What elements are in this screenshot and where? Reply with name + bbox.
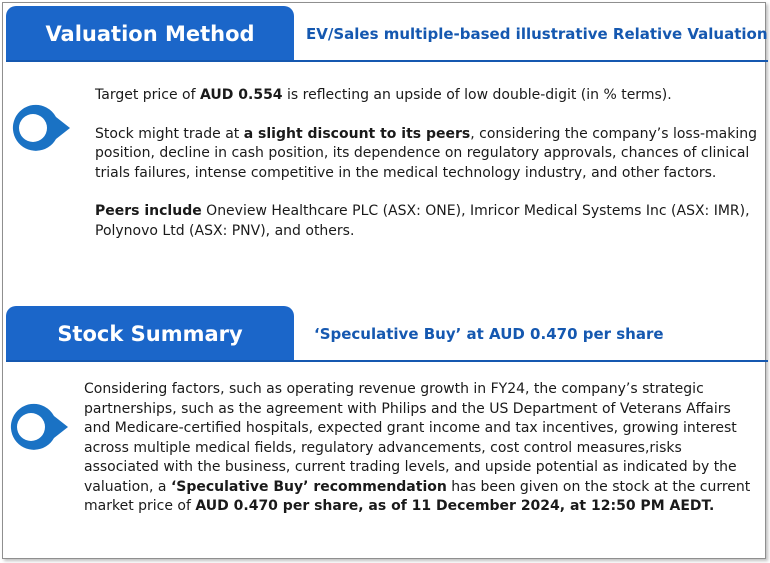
target-price: AUD 0.554 [200,87,283,103]
valuation-para-discount [95,125,763,184]
valuation-para-peers [95,202,763,241]
valuation-body [95,86,763,241]
summary-header-rule [6,360,768,362]
valuation-subtitle: EV/Sales multiple-based illustrative Relative Valuation [306,25,768,43]
discount-phrase: a slight discount to its peers [243,125,471,142]
valuation-para-target [95,86,763,106]
text-segment: has been given on the stock at the current market price of [84,478,751,514]
bullet-circle-icon [6,402,72,456]
summary-paragraph [84,380,760,517]
valuation-header-rule [6,60,768,62]
bullet-circle-icon [8,103,74,157]
text-segment: Oneview Healthcare PLC (ASX: ONE), Imricor Medical Systems Inc (ASX: IMR), Polynovo Ltd (ASX: PNV), and others. [95,203,750,239]
recommendation: ‘Speculative Buy’ recommendation [170,478,447,495]
valuation-header [6,6,768,62]
text-segment: Target price of [95,87,200,103]
valuation-tab-title: Valuation Method [6,6,294,62]
summary-body [84,380,760,517]
text-segment: Stock might trade at [95,125,244,142]
text-segment: Considering factors, such as operating revenue growth in FY24, the company’s strategic partnerships, such as the agreement with Philips and the US Department of Veterans Affairs and Medicare-certified hospitals, expected grant income and tax incentives, growing interest across multiple medical fields, regulatory advancements, cost control measures,risks associated with the business, current trading levels, and upside potential as indicated by the valuation, a [84,381,737,495]
summary-subtitle: ‘Speculative Buy’ at AUD 0.470 per share [314,325,664,343]
text-segment: , considering the company’s loss-making position, decline in cash position, its dependence on regulatory approvals, chances of clinical trials failures, intense competitive in the medical technology industry, and other factors. [95,125,758,181]
price-date: AUD 0.470 per share, as of 11 December 2024, at 12:50 PM AEDT. [195,498,715,514]
summary-header [6,306,768,362]
peers-label: Peers include [95,203,202,219]
text-segment: is reflecting an upside of low double-digit (in % terms). [282,87,672,103]
summary-tab-title: Stock Summary [6,306,294,362]
